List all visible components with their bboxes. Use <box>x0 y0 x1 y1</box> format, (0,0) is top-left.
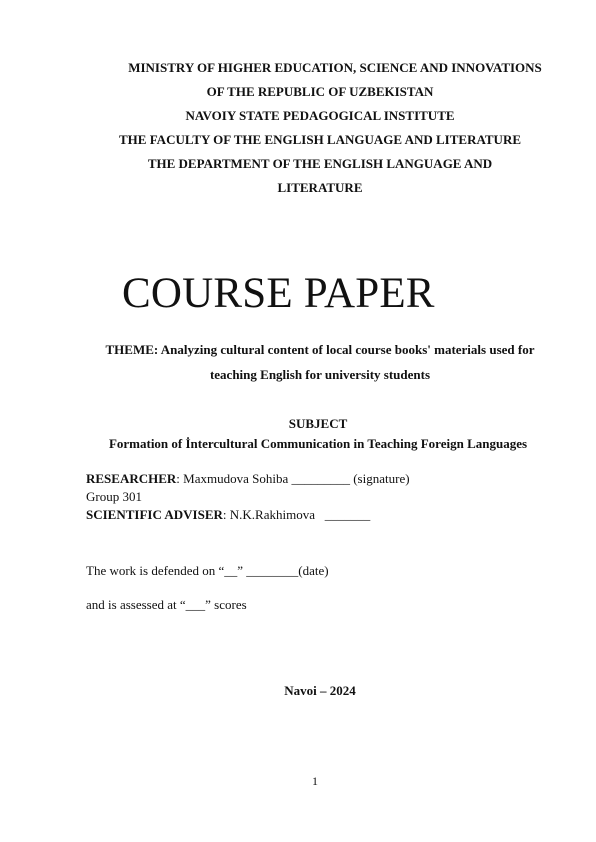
assessed-line: and is assessed at “___” scores <box>86 597 247 612</box>
theme-block <box>70 337 570 387</box>
ministry-line: MINISTRY OF HIGHER EDUCATION, SCIENCE AND INNOVATIONS <box>128 60 542 75</box>
adviser-value: : N.K.Rakhimova _______ <box>222 507 371 522</box>
institute-line: NAVOIY STATE PEDAGOGICAL INSTITUTE <box>185 108 455 123</box>
researcher-label: RESEARCHER <box>86 471 177 486</box>
adviser-row <box>86 506 410 524</box>
adviser-label: SCIENTIFIC ADVISER <box>86 507 223 522</box>
document-title: COURSE PAPER <box>122 270 435 317</box>
researcher-value: : Maxmudova Sohiba _________ (signature) <box>176 471 410 486</box>
defended-line: The work is defended on “__” ________(date) <box>86 563 329 578</box>
department-line-continued: LITERATURE <box>277 180 363 195</box>
subject-heading: SUBJECT <box>288 416 348 431</box>
theme-line-2: teaching English for university students <box>209 367 431 382</box>
theme-line-1: THEME: Analyzing cultural content of local course books' materials used for <box>105 342 535 357</box>
department-line: THE DEPARTMENT OF THE ENGLISH LANGUAGE AND <box>147 156 493 171</box>
faculty-line: THE FACULTY OF THE ENGLISH LANGUAGE AND LITERATURE <box>119 132 521 147</box>
subject-name: Formation of İntercultural Communication in Teaching Foreign Languages <box>108 436 528 451</box>
page-number: 1 <box>312 774 318 788</box>
author-info <box>86 470 410 524</box>
researcher-row <box>86 470 410 488</box>
group-row: Group 301 <box>86 489 142 504</box>
republic-line: OF THE REPUBLIC OF UZBEKISTAN <box>206 84 434 99</box>
city-year: Navoi – 2024 <box>284 683 356 698</box>
defense-info <box>86 562 329 614</box>
subject-block <box>60 414 576 454</box>
institution-header <box>60 56 580 200</box>
